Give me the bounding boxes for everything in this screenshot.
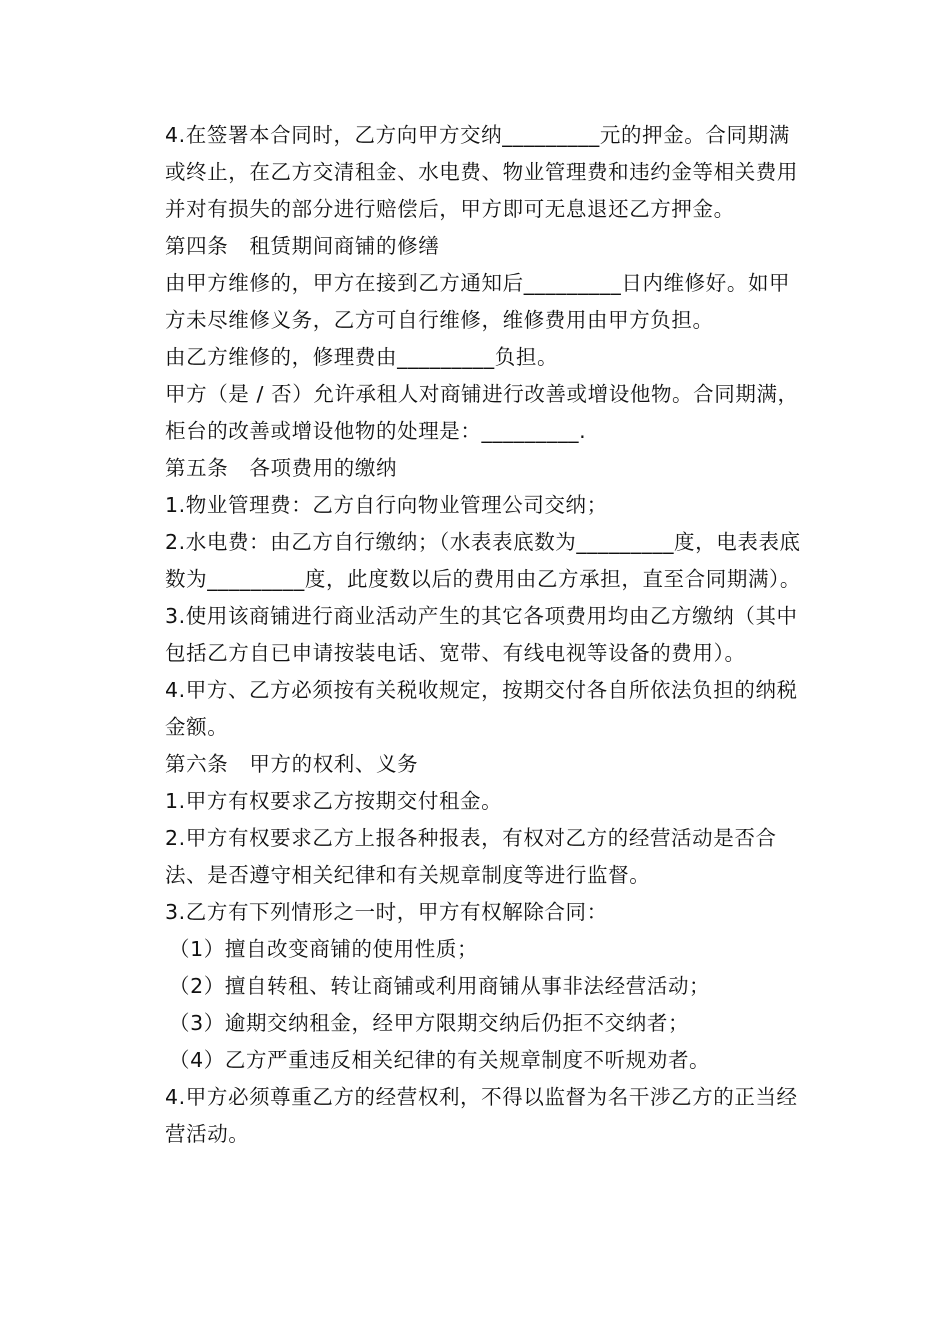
list-item-2: （2）擅自转租、转让商铺或利用商铺从事非法经营活动；: [169, 974, 711, 998]
list-item-4: （4）乙方严重违反相关纪律的有关规章制度不听规劝者。: [169, 1048, 711, 1072]
list-item-3: （3）逾期交纳租金，经甲方限期交纳后仍拒不交纳者；: [169, 1011, 690, 1035]
paragraph-landlord-repair: 由甲方维修的，甲方在接到乙方通知后_________日内维修好。如甲方未尽维修义务，乙方可自行维修，维修费用由甲方负担。: [165, 271, 791, 332]
paragraph-termination-right: 3.乙方有下列情形之一时，甲方有权解除合同：: [165, 900, 608, 924]
list-item-1: （1）擅自改变商铺的使用性质；: [169, 937, 479, 961]
paragraph-property-fee: 1.物业管理费：乙方自行向物业管理公司交纳；: [165, 493, 608, 517]
paragraph-other-fees: 3.使用该商铺进行商业活动产生的其它各项费用均由乙方缴纳（其中包括乙方自已申请按装电话、宽带、有线电视等设备的费用）。: [165, 604, 798, 665]
paragraph-respect-rights: 4.甲方必须尊重乙方的经营权利，不得以监督为名干涉乙方的正当经营活动。: [165, 1085, 798, 1146]
paragraph-taxes: 4.甲方、乙方必须按有关税收规定，按期交付各自所依法负担的纳税金额。: [165, 678, 798, 739]
section-heading-4: 第四条 租赁期间商铺的修缮: [165, 234, 440, 258]
paragraph-utilities: 2.水电费：由乙方自行缴纳；（水表表底数为_________度，电表表底数为_________度，此度数以后的费用由乙方承担，直至合同期满）。: [165, 530, 801, 591]
paragraph-supervision-right: 2.甲方有权要求乙方上报各种报表，有权对乙方的经营活动是否合法、是否遵守相关纪律和有关规章制度等进行监督。: [165, 826, 777, 887]
document-body: [145, 117, 810, 1153]
paragraph-tenant-repair: 由乙方维修的，修理费由_________负担。: [165, 345, 559, 369]
paragraph-rent-right: 1.甲方有权要求乙方按期交付租金。: [165, 789, 503, 813]
section-heading-6: 第六条 甲方的权利、义务: [165, 752, 419, 776]
paragraph-deposit: 4.在签署本合同时，乙方向甲方交纳_________元的押金。合同期满或终止，在乙方交清租金、水电费、物业管理费和违约金等相关费用并对有损失的部分进行赔偿后，甲方即可无息退还乙方押金。: [165, 123, 798, 221]
section-heading-5: 第五条 各项费用的缴纳: [165, 456, 398, 480]
paragraph-improvements: 甲方（是 / 否）允许承租人对商铺进行改善或增设他物。合同期满，柜台的改善或增设他物的处理是：_________.: [165, 382, 799, 443]
